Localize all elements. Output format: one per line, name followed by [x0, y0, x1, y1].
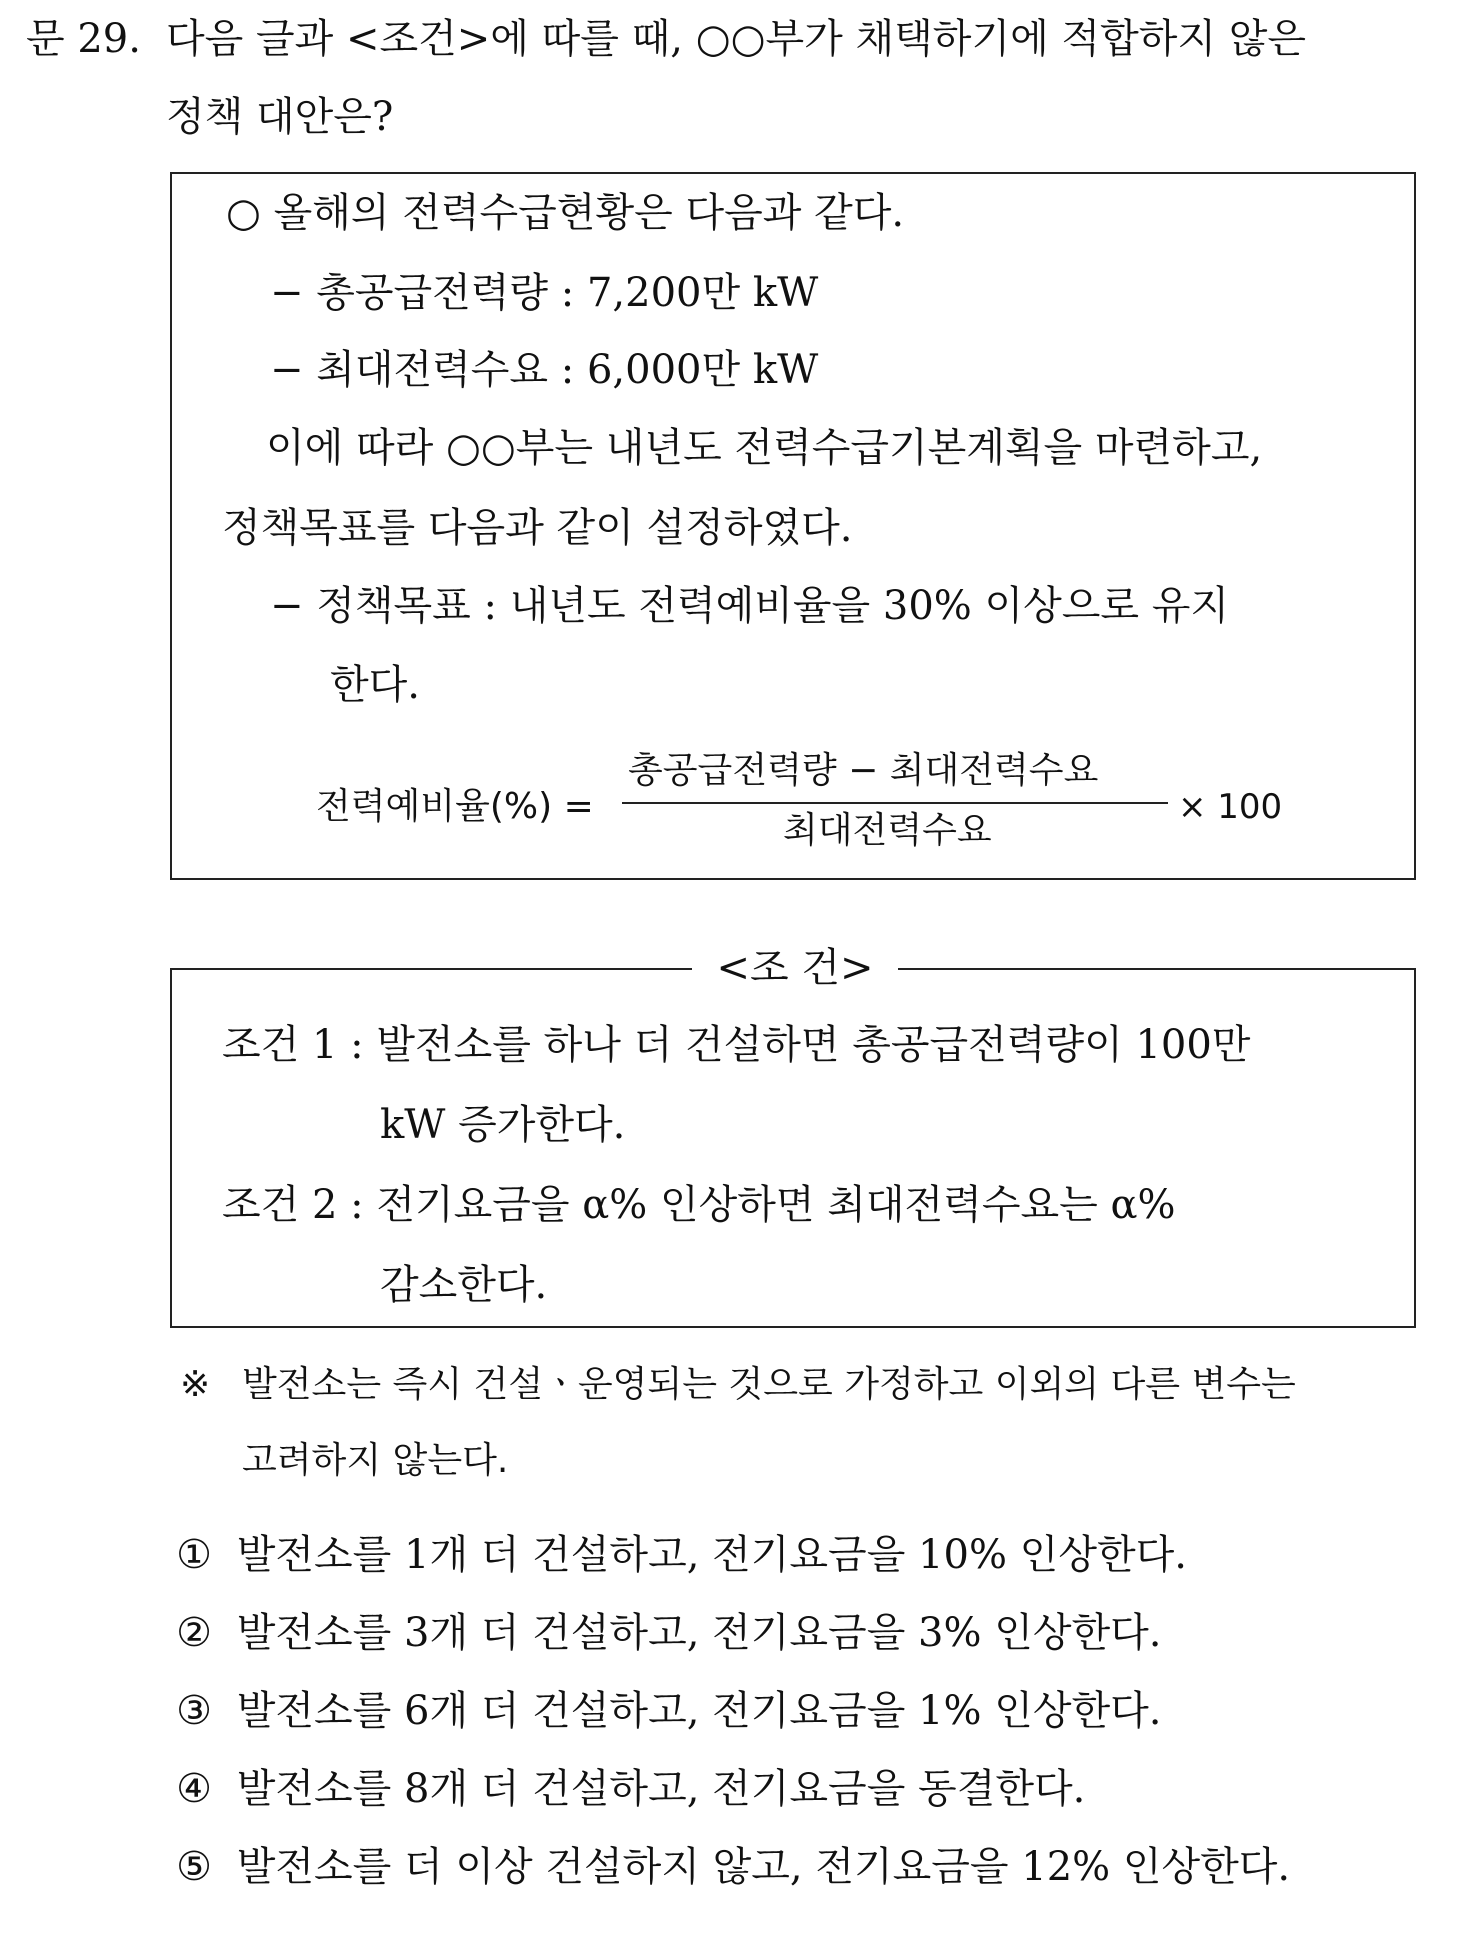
note-text-1: 발전소는 즉시 건설ㆍ운영되는 것으로 가정하고 이외의 다른 변수는	[242, 1364, 1296, 1405]
option-2-text: 발전소를 3개 더 건설하고, 전기요금을 3% 인상한다.	[236, 1610, 1162, 1656]
option-3[interactable]	[164, 1686, 1162, 1736]
option-3-marker: ③	[176, 1688, 212, 1734]
passage-paragraph-1: 이에 따라 ○○부는 내년도 전력수급기본계획을 마련하고,	[266, 425, 1263, 471]
question-line-1	[26, 14, 1306, 64]
passage-goal-1: − 정책목표 : 내년도 전력예비율을 30% 이상으로 유지	[270, 583, 1230, 629]
condition-1-line-2: kW 증가한다.	[380, 1102, 626, 1148]
passage-supply: − 총공급전력량 : 7,200만 kW	[270, 270, 819, 316]
conditions-title: <조 건>	[692, 938, 898, 998]
option-4-marker: ④	[176, 1766, 212, 1812]
question-text-2: 정책 대안은?	[166, 94, 394, 140]
question-number: 문 29.	[26, 16, 141, 62]
note-marker: ※	[180, 1364, 211, 1405]
option-1-marker: ①	[176, 1532, 212, 1578]
passage-intro: ○ 올해의 전력수급현황은 다음과 같다.	[226, 190, 905, 236]
option-5[interactable]	[164, 1842, 1290, 1892]
condition-2-line-2: 감소한다.	[380, 1262, 548, 1308]
option-4-text: 발전소를 8개 더 건설하고, 전기요금을 동결한다.	[236, 1766, 1086, 1812]
option-3-text: 발전소를 6개 더 건설하고, 전기요금을 1% 인상한다.	[236, 1688, 1162, 1734]
formula-fraction-bar	[622, 802, 1168, 804]
option-4[interactable]	[164, 1764, 1085, 1814]
formula-multiplier: × 100	[1178, 787, 1283, 827]
option-1[interactable]	[164, 1530, 1187, 1580]
formula-numerator: 총공급전력량 − 최대전력수요	[628, 750, 1099, 791]
note-text-2: 고려하지 않는다.	[242, 1440, 509, 1481]
condition-1-line-1: 조건 1 : 발전소를 하나 더 건설하면 총공급전력량이 100만	[222, 1022, 1251, 1068]
passage-goal-2: 한다.	[330, 662, 420, 708]
question-text-1: 다음 글과 <조건>에 따를 때, ○○부가 채택하기에 적합하지 않은	[166, 16, 1306, 62]
formula-lhs: 전력예비율(%) =	[316, 786, 594, 827]
option-1-text: 발전소를 1개 더 건설하고, 전기요금을 10% 인상한다.	[236, 1532, 1187, 1578]
option-5-marker: ⑤	[176, 1844, 212, 1890]
option-5-text: 발전소를 더 이상 건설하지 않고, 전기요금을 12% 인상한다.	[236, 1844, 1291, 1890]
passage-demand: − 최대전력수요 : 6,000만 kW	[270, 347, 819, 393]
passage-paragraph-2: 정책목표를 다음과 같이 설정하였다.	[222, 505, 853, 551]
option-2-marker: ②	[176, 1610, 212, 1656]
formula-denominator: 최대전력수요	[783, 810, 992, 851]
condition-2-line-1: 조건 2 : 전기요금을 α% 인상하면 최대전력수요는 α%	[222, 1182, 1176, 1228]
note-line-1	[180, 1360, 1296, 1410]
option-2[interactable]	[164, 1608, 1162, 1658]
